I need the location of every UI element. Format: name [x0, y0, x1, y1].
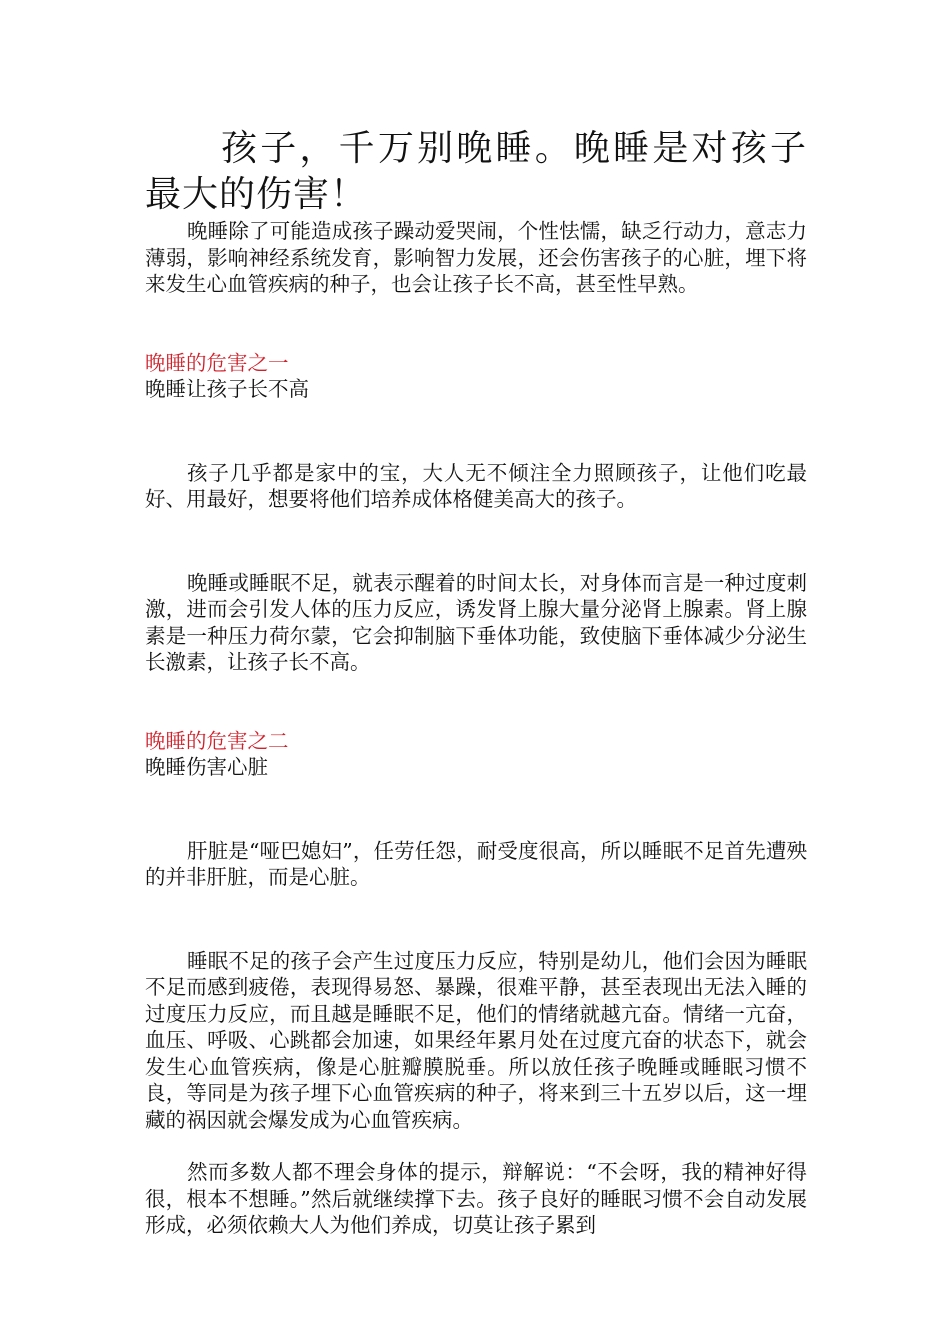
spacer — [145, 676, 807, 728]
spacer — [145, 1133, 807, 1159]
body-paragraph: 睡眠不足的孩子会产生过度压力反应，特别是幼儿，他们会因为睡眠不足而感到疲倦，表现得易怒、暴躁，很难平静，甚至表现出无法入睡的过度压力反应，而且越是睡眠不足，他们的情绪就越亢奋。情绪一亢奋，血压、呼吸、心跳都会加速，如果经年累月处在过度亢奋的状态下，就会发生心血管疾病，像是心脏瓣膜脱垂。所以放任孩子晚睡或睡眠习惯不良，等同是为孩子埋下心血管疾病的种子，将来到三十五岁以后，这一埋藏的祸因就会爆发成为心血管疾病。 — [145, 948, 807, 1132]
spacer — [145, 403, 807, 460]
intro-paragraph: 晚睡除了可能造成孩子躁动爱哭闹，个性怯懦，缺乏行动力，意志力薄弱，影响神经系统发育，影响智力发展，还会伤害孩子的心脏，埋下将来发生心血管疾病的种子，也会让孩子长不高，甚至性早熟。 — [145, 219, 807, 296]
document-title: 孩子，千万别晚睡。晚睡是对孩子最大的伤害！ — [145, 128, 807, 215]
spacer — [145, 781, 807, 838]
body-paragraph: 孩子几乎都是家中的宝，大人无不倾注全力照顾孩子，让他们吃最好、用最好，想要将他们培养成体格健美高大的孩子。 — [145, 460, 807, 511]
body-paragraph: 然而多数人都不理会身体的提示，辩解说：“不会呀，我的精神好得很，根本不想睡。”然后就继续撑下去。孩子良好的睡眠习惯不会自动发展形成，必须依赖大人为他们养成，切莫让孩子累到 — [145, 1160, 807, 1237]
section-harm-one — [145, 350, 807, 676]
section-subheading: 晚睡让孩子长不高 — [145, 377, 309, 401]
spacer — [145, 298, 807, 350]
body-paragraph: 晚睡或睡眠不足，就表示醒着的时间太长，对身体而言是一种过度刺激，进而会引发人体的压力反应，诱发肾上腺大量分泌肾上腺素。肾上腺素是一种压力荷尔蒙，它会抑制脑下垂体功能，致使脑下垂体减少分泌生长激素，让孩子长不高。 — [145, 570, 807, 674]
body-paragraph: 肝脏是“哑巴媳妇”，任劳任怨，耐受度很高，所以睡眠不足首先遭殃的并非肝脏，而是心脏。 — [145, 838, 807, 889]
section-harm-two — [145, 728, 807, 1239]
section-heading: 晚睡的危害之二 — [145, 728, 289, 753]
section-heading: 晚睡的危害之一 — [145, 350, 289, 375]
spacer — [145, 513, 807, 570]
document-page — [145, 126, 807, 1239]
spacer — [145, 891, 807, 948]
section-subheading: 晚睡伤害心脏 — [145, 755, 268, 779]
